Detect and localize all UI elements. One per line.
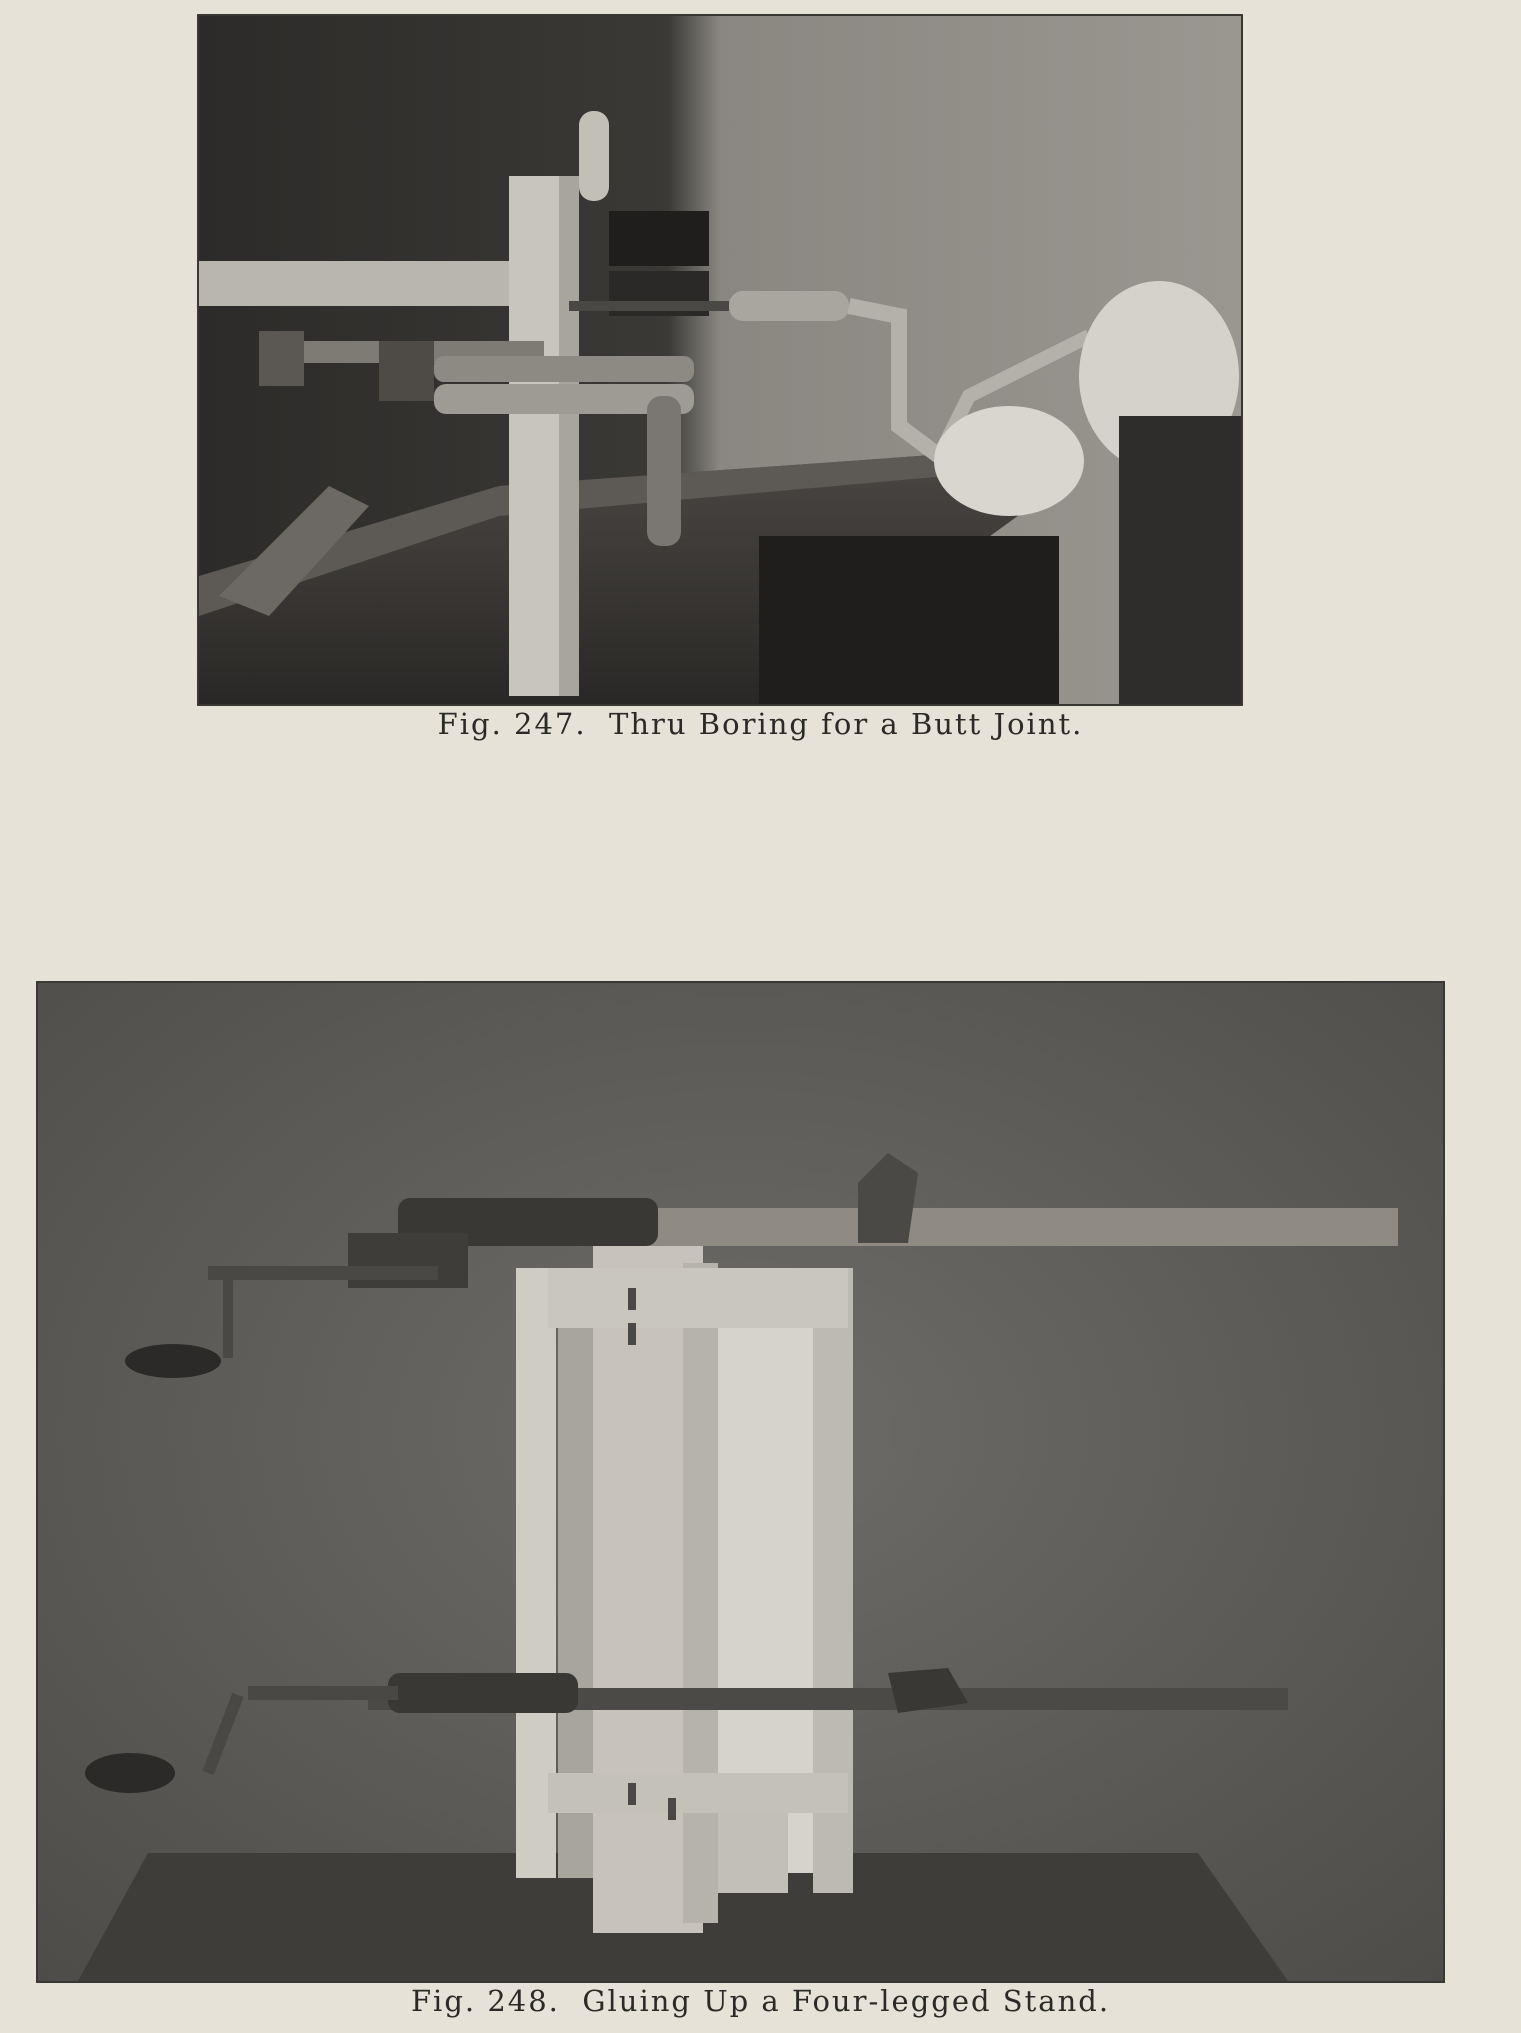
- figure-247-title: Thru Boring for a Butt Joint.: [609, 707, 1084, 741]
- figure-248-number: Fig. 248.: [410, 1984, 560, 2018]
- figure-248-caption: [0, 1984, 1521, 2018]
- figure-248-photo: [36, 981, 1445, 1983]
- figure-248-illustration: [38, 983, 1443, 1981]
- figure-247-caption: [0, 707, 1521, 741]
- figure-247-photo: [197, 14, 1243, 706]
- figure-247-illustration: [199, 16, 1241, 704]
- figure-248-title: Gluing Up a Four-legged Stand.: [582, 1984, 1111, 2018]
- figure-247-number: Fig. 247.: [437, 707, 587, 741]
